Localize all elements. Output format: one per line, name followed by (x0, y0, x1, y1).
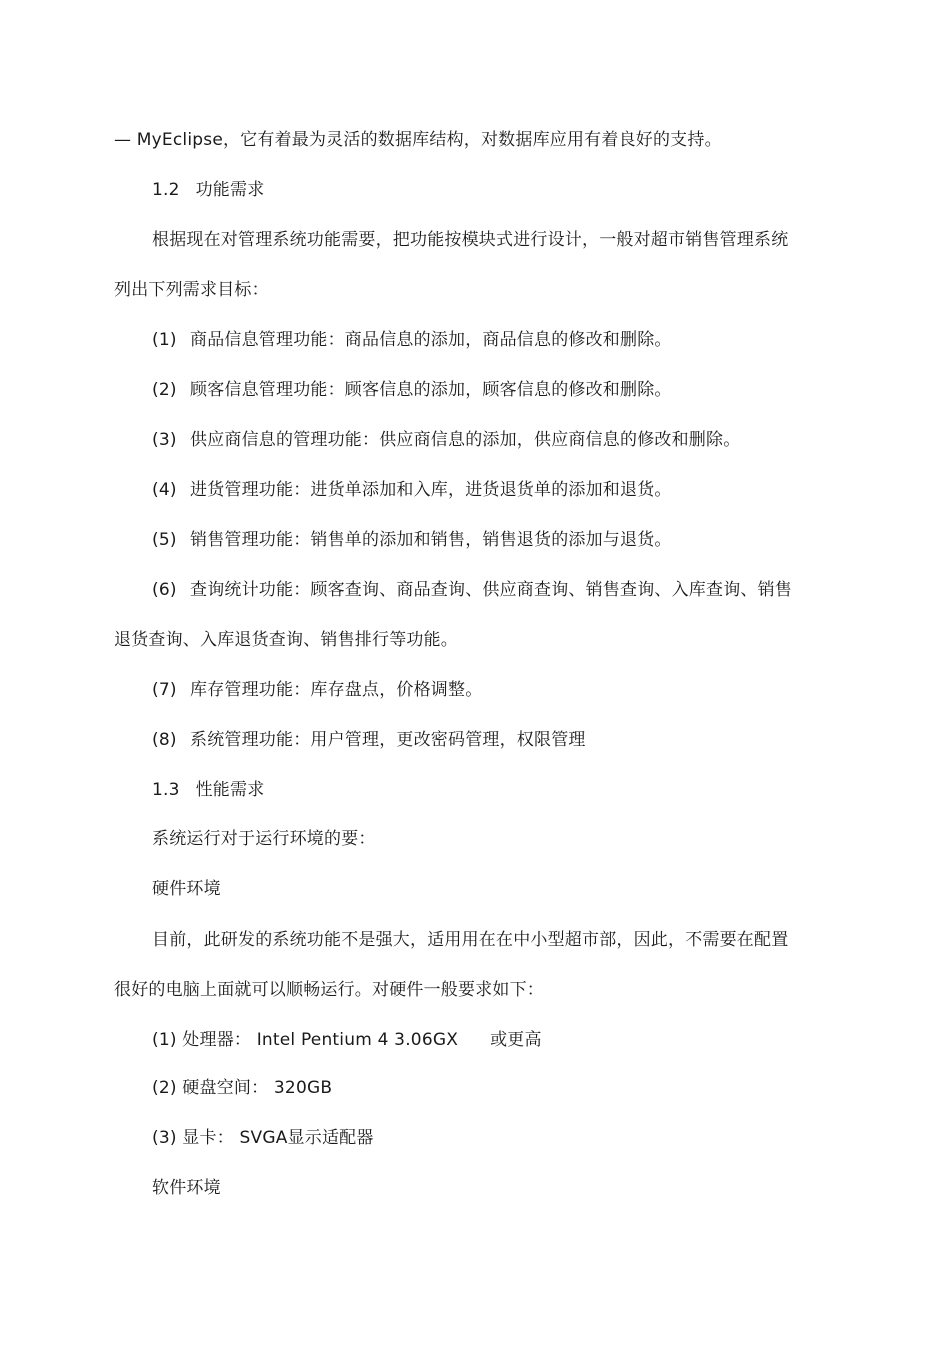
item-text: 进货管理功能：进货单添加和入库，进货退货单的添加和退货。 (190, 480, 672, 500)
item-number: (8) (152, 730, 177, 750)
item-number: (3) (152, 1128, 177, 1148)
item-text: 查询统计功能：顾客查询、商品查询、供应商查询、销售查询、入库查询、销售 (190, 580, 792, 600)
requirement-item (152, 478, 672, 502)
paragraph-line: 系统运行对于运行环境的要： (152, 829, 376, 849)
item-text: 销售管理功能：销售单的添加和销售，销售退货的添加与退货。 (190, 530, 672, 550)
requirement-item (152, 328, 672, 352)
item-label: 处理器： (182, 1030, 252, 1050)
item-text: 供应商信息的管理功能：供应商信息的添加，供应商信息的修改和删除。 (190, 430, 741, 450)
item-value: 320GB (273, 1078, 333, 1098)
item-number: (1) (152, 1030, 177, 1050)
hardware-item (152, 1076, 332, 1100)
subheading-hardware: 硬件环境 (152, 879, 221, 899)
item-text: 库存管理功能：库存盘点，价格调整。 (190, 680, 483, 700)
intro-tail-line: — MyEclipse，它有着最为灵活的数据库结构，对数据库应用有着良好的支持。 (114, 130, 722, 150)
hardware-item (152, 1126, 374, 1150)
section-heading-1-3 (152, 778, 264, 802)
requirement-item (152, 728, 586, 752)
item-number: (2) (152, 380, 177, 400)
item-text: 退货查询、入库退货查询、销售排行等功能。 (114, 630, 458, 650)
item-number: (1) (152, 330, 177, 350)
requirement-item (152, 378, 672, 402)
requirement-item (152, 678, 482, 702)
requirement-item (152, 578, 792, 602)
item-value: Intel Pentium 4 3.06GX (256, 1030, 459, 1050)
section-number: 1.2 (152, 180, 180, 200)
item-value: SVGA (239, 1128, 288, 1148)
paragraph-line: 列出下列需求目标： (114, 280, 269, 300)
requirement-item (152, 528, 672, 552)
section-number: 1.3 (152, 780, 180, 800)
item-number: (4) (152, 480, 177, 500)
section-title: 功能需求 (195, 180, 265, 200)
item-number: (2) (152, 1078, 177, 1098)
item-suffix: 显示适配器 (287, 1128, 374, 1148)
item-label: 显卡： (182, 1128, 234, 1148)
item-text: 系统管理功能：用户管理，更改密码管理，权限管理 (190, 730, 586, 750)
item-number: (5) (152, 530, 177, 550)
section-title: 性能需求 (195, 780, 265, 800)
requirement-item (152, 428, 740, 452)
item-text: 商品信息管理功能：商品信息的添加，商品信息的修改和删除。 (190, 330, 672, 350)
item-suffix: 或更高 (490, 1030, 542, 1050)
item-number: (7) (152, 680, 177, 700)
hardware-item (152, 1028, 542, 1052)
item-number: (6) (152, 580, 177, 600)
paragraph-line: 根据现在对管理系统功能需要，把功能按模块式进行设计，一般对超市销售管理系统 (152, 230, 789, 250)
item-text: 顾客信息管理功能：顾客信息的添加，顾客信息的修改和删除。 (190, 380, 672, 400)
section-heading-1-2 (152, 178, 264, 202)
paragraph-line: 目前，此研发的系统功能不是强大，适用用在在中小型超市部，因此，不需要在配置 (152, 930, 789, 950)
subheading-software: 软件环境 (152, 1178, 221, 1198)
requirement-item-continuation (114, 628, 458, 652)
paragraph-line: 很好的电脑上面就可以顺畅运行。对硬件一般要求如下： (114, 980, 544, 1000)
item-label: 硬盘空间： (182, 1078, 269, 1098)
item-number: (3) (152, 430, 177, 450)
